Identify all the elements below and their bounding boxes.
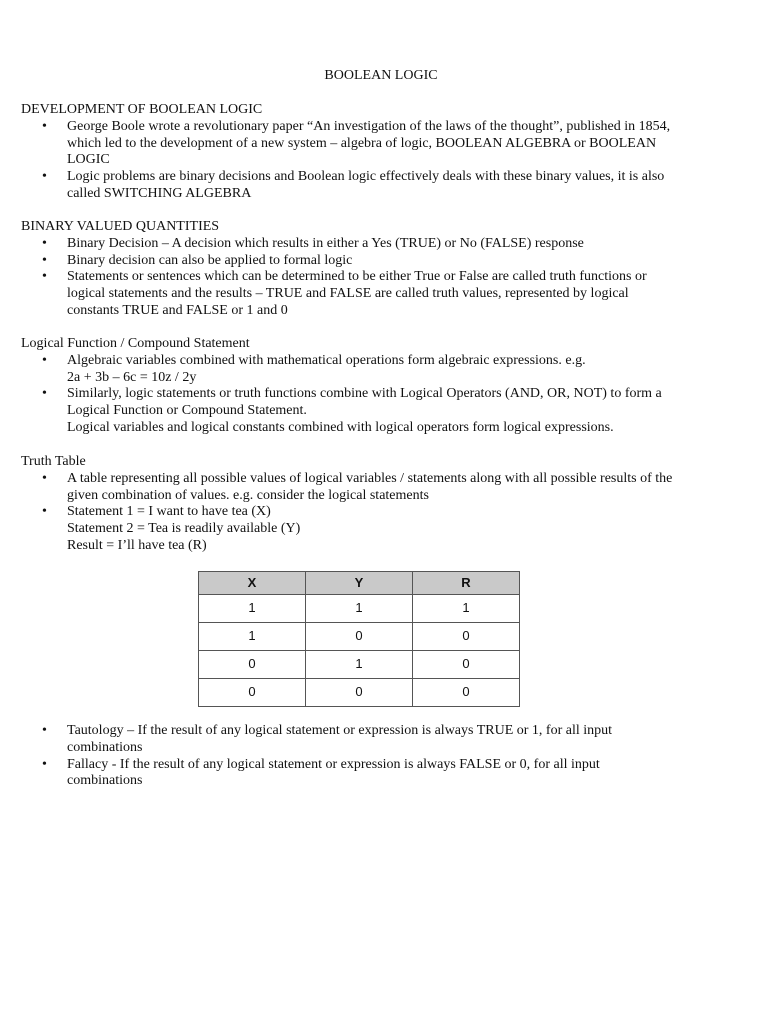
bullet-list: [21, 353, 741, 437]
column-header: X: [199, 572, 306, 595]
list-item: [21, 269, 741, 319]
text-line: constants TRUE and FALSE or 1 and 0: [67, 302, 288, 318]
section-binary-quantities: [21, 219, 741, 320]
section-truth-table: [21, 454, 741, 555]
table-row: [199, 623, 520, 651]
text-line: Statement 2 = Tea is readily available (Y): [67, 521, 301, 537]
truth-table: [198, 571, 520, 707]
table-cell: 1: [199, 595, 306, 623]
table-cell: 0: [413, 679, 520, 707]
section-tautology-fallacy: [21, 723, 741, 790]
column-header: R: [413, 572, 520, 595]
bullet-icon: •: [42, 756, 47, 772]
bullet-list: [21, 723, 741, 790]
column-header: Y: [306, 572, 413, 595]
bullet-icon: •: [42, 723, 47, 738]
table-cell: 1: [413, 595, 520, 623]
text-line: Result = I’ll have tea (R): [67, 537, 207, 553]
text-line: Binary decision can also be applied to formal logic: [67, 252, 353, 268]
text-line: George Boole wrote a revolutionary paper “An investigation of the laws of the thought”, published in 1854,: [67, 118, 671, 134]
table-header-row: [199, 572, 520, 595]
text-line: 2a + 3b – 6c = 10z / 2y: [67, 369, 197, 385]
table-cell: 1: [199, 623, 306, 651]
list-item: [21, 471, 741, 505]
bullet-icon: •: [42, 504, 47, 520]
section-heading: Logical Function / Compound Statement: [21, 336, 250, 351]
section-logical-function: [21, 336, 741, 437]
text-line: Tautology – If the result of any logical statement or expression is always TRUE or 1, for all input: [67, 723, 613, 738]
list-item: [21, 119, 741, 169]
bullet-list: [21, 236, 741, 320]
text-line: Logical variables and logical constants combined with logical operators form logical expressions.: [67, 419, 614, 435]
text-line: Algebraic variables combined with mathematical operations form algebraic expressions. e.g.: [67, 352, 586, 368]
text-line: called SWITCHING ALGEBRA: [67, 185, 252, 201]
bullet-icon: •: [42, 235, 47, 251]
text-line: Logic problems are binary decisions and Boolean logic effectively deals with these binary values, it is also: [67, 169, 665, 185]
bullet-icon: •: [42, 252, 47, 268]
text-line: Similarly, logic statements or truth functions combine with Logical Operators (AND, OR, NOT) to form a: [67, 386, 662, 402]
bullet-icon: •: [42, 118, 47, 134]
section-development: [21, 102, 741, 203]
bullet-icon: •: [42, 470, 47, 486]
text-line: Statement 1 = I want to have tea (X): [67, 504, 271, 520]
text-line: LOGIC: [67, 152, 110, 168]
text-line: Binary Decision – A decision which results in either a Yes (TRUE) or No (FALSE) response: [67, 235, 584, 251]
list-item: [21, 353, 741, 387]
text-line: Logical Function or Compound Statement.: [67, 403, 307, 419]
table-row: [199, 595, 520, 623]
table-row: [199, 679, 520, 707]
list-item: [21, 236, 741, 253]
text-line: which led to the development of a new system – algebra of logic, BOOLEAN ALGEBRA or BOOLEAN: [67, 135, 657, 151]
page-title: BOOLEAN LOGIC: [324, 68, 438, 83]
section-heading: Truth Table: [21, 454, 86, 469]
table-cell: 0: [199, 679, 306, 707]
text-line: given combination of values. e.g. consider the logical statements: [67, 487, 429, 503]
bullet-icon: •: [42, 352, 47, 368]
text-line: combinations: [67, 773, 143, 789]
bullet-icon: •: [42, 386, 47, 402]
bullet-list: [21, 471, 741, 555]
bullet-icon: •: [42, 169, 47, 185]
list-item: [21, 169, 741, 203]
list-item: [21, 253, 741, 270]
list-item: [21, 723, 741, 757]
list-item: [21, 504, 741, 554]
section-heading: DEVELOPMENT OF BOOLEAN LOGIC: [21, 102, 263, 117]
list-item: [21, 757, 741, 791]
table-cell: 0: [306, 679, 413, 707]
table-cell: 0: [306, 623, 413, 651]
table-cell: 1: [306, 595, 413, 623]
table-cell: 1: [306, 651, 413, 679]
text-line: logical statements and the results – TRUE and FALSE are called truth values, represented by logical: [67, 286, 629, 302]
text-line: combinations: [67, 739, 143, 755]
text-line: A table representing all possible values of logical variables / statements along with all possible results of the: [67, 470, 673, 486]
text-line: Fallacy - If the result of any logical statement or expression is always FALSE or 0, for all input: [67, 756, 600, 772]
bullet-icon: •: [42, 269, 47, 285]
table-cell: 0: [199, 651, 306, 679]
section-heading: BINARY VALUED QUANTITIES: [21, 219, 220, 234]
bullet-list: [21, 119, 741, 203]
list-item: [21, 386, 741, 436]
table-cell: 0: [413, 651, 520, 679]
text-line: Statements or sentences which can be determined to be either True or False are called truth functions or: [67, 269, 647, 285]
table-cell: 0: [413, 623, 520, 651]
table-row: [199, 651, 520, 679]
